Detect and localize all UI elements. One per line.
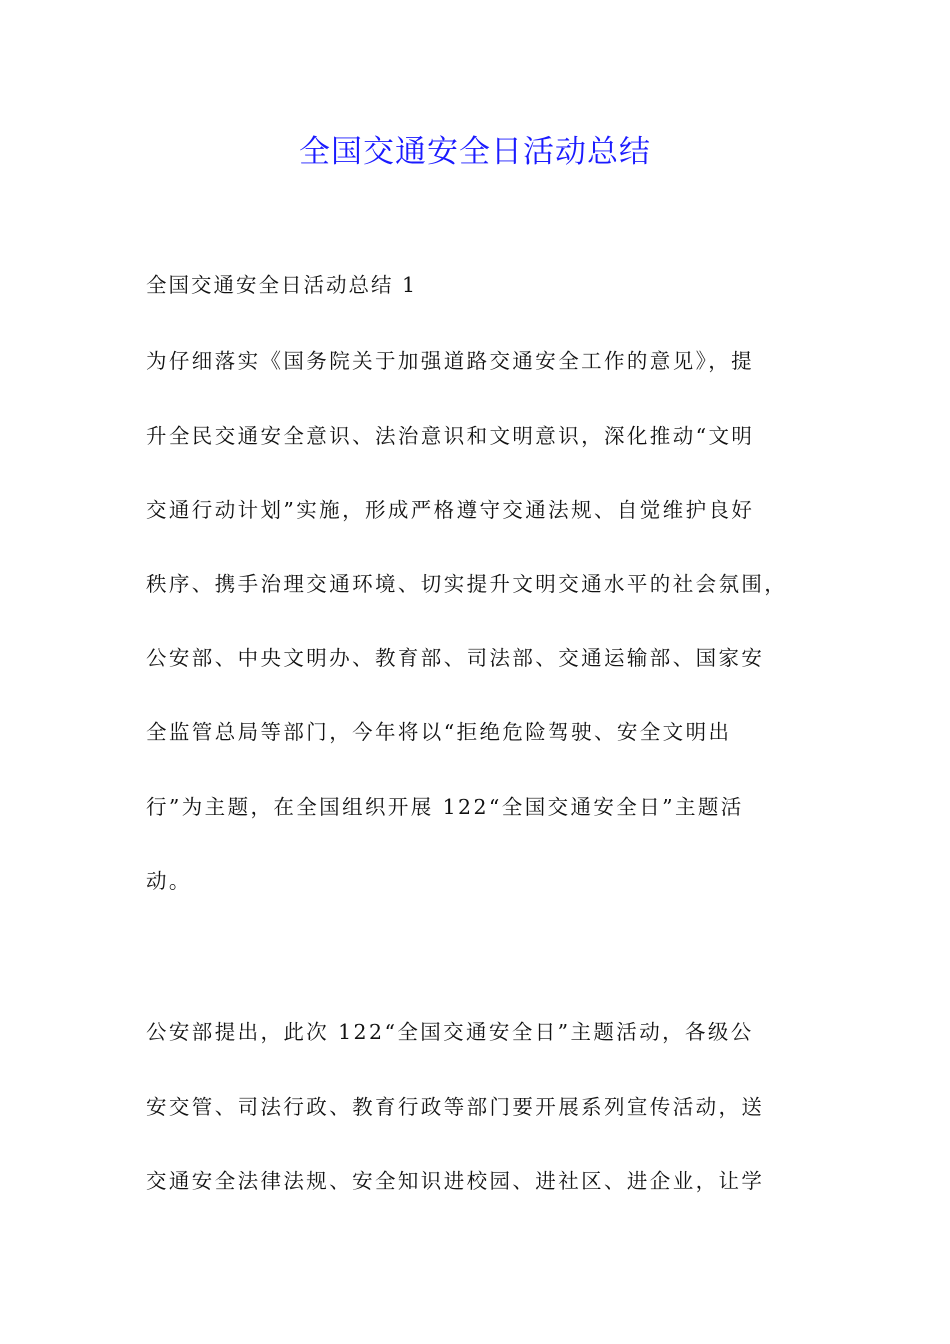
- paragraph-line: 升全民交通安全意识、法治意识和文明意识，深化推动“文明: [146, 424, 755, 448]
- paragraph-line: 动。: [146, 869, 192, 893]
- paragraph-line: 公安部提出，此次 122“全国交通安全日”主题活动，各级公: [146, 1020, 754, 1044]
- paragraph-line: 全监管总局等部门，今年将以“拒绝危险驾驶、安全文明出: [146, 720, 732, 744]
- paragraph-line: 秩序、携手治理交通环境、切实提升文明交通水平的社会氛围，: [146, 572, 788, 596]
- paragraph-line: 公安部、中央文明办、教育部、司法部、交通运输部、国家安: [146, 646, 765, 670]
- paragraph-line: 安交管、司法行政、教育行政等部门要开展系列宣传活动，送: [146, 1095, 765, 1119]
- paragraph-line: 交通行动计划”实施，形成严格遵守交通法规、自觉维护良好: [146, 498, 755, 522]
- document-title: 全国交通安全日活动总结: [299, 134, 651, 170]
- paragraph-line: 为仔细落实《国务院关于加强道路交通安全工作的意见》，提: [146, 349, 755, 373]
- paragraph-line: 行”为主题，在全国组织开展 122“全国交通安全日”主题活: [146, 795, 744, 819]
- section-heading: 全国交通安全日活动总结 1: [146, 273, 418, 297]
- paragraph-line: 交通安全法律法规、安全知识进校园、进社区、进企业，让学: [146, 1169, 765, 1193]
